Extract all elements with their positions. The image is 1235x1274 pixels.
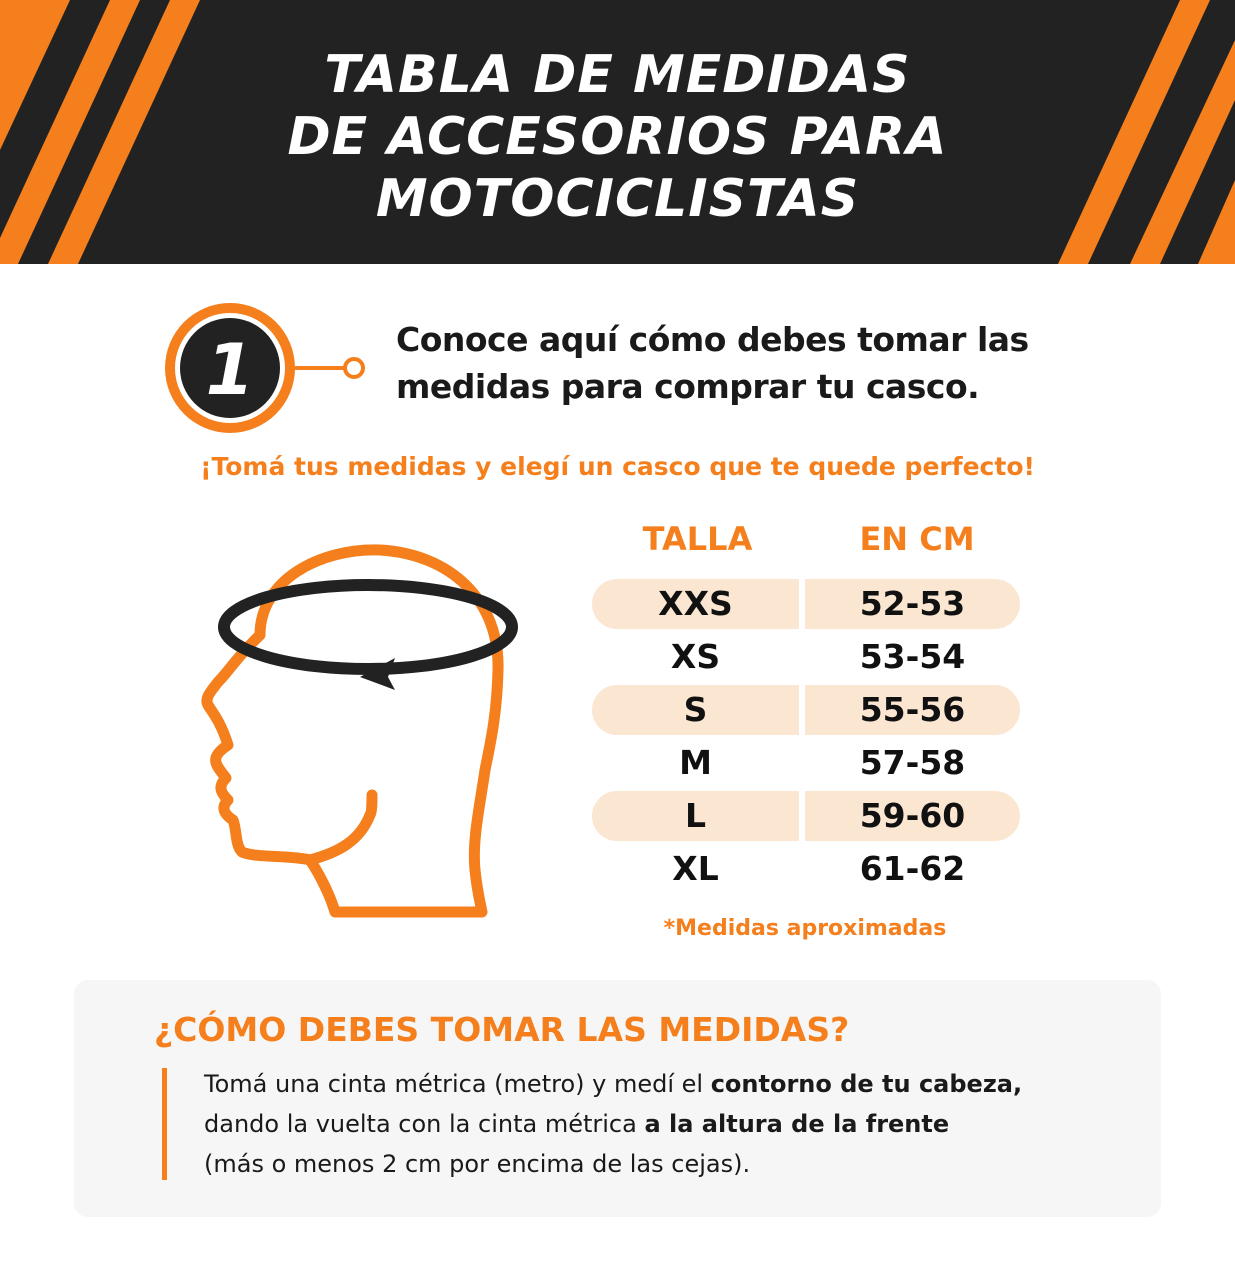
tagline: ¡Tomá tus medidas y elegí un casco que te quede perfecto! xyxy=(200,452,1035,481)
step-number: 1 xyxy=(205,329,255,411)
howto-panel xyxy=(74,980,1161,1217)
cm-cell: 52-53 xyxy=(859,584,966,623)
step-instructions: Conoce aquí cómo debes tomar las medidas para comprar tu casco. xyxy=(396,320,1029,406)
column-header-talla: TALLA xyxy=(642,520,753,558)
table-row xyxy=(592,685,1020,735)
howto-text-1: Tomá una cinta métrica (metro) y medí el xyxy=(204,1070,711,1098)
cm-cell: 59-60 xyxy=(859,796,966,835)
cm-cell: 61-62 xyxy=(859,849,966,888)
howto-text-2: dando la vuelta con la cinta métrica xyxy=(204,1110,645,1138)
cm-cell: 53-54 xyxy=(859,637,966,676)
size-cell: XS xyxy=(670,637,721,676)
cm-cell: 57-58 xyxy=(859,743,966,782)
table-row xyxy=(592,632,1020,682)
table-row xyxy=(592,579,1020,629)
size-cell: XL xyxy=(672,849,719,888)
howto-title: ¿CÓMO DEBES TOMAR LAS MEDIDAS? xyxy=(154,1010,850,1049)
table-row xyxy=(592,844,1020,894)
size-cell: M xyxy=(679,743,712,782)
size-cell: S xyxy=(683,690,708,729)
howto-bold-2: a la altura de la frente xyxy=(644,1110,950,1138)
title-line-3: MOTOCICLISTAS xyxy=(375,169,860,229)
title-line-2: DE ACCESORIOS PARA xyxy=(287,107,948,167)
head-measure-icon xyxy=(200,540,530,920)
approximate-note: *Medidas aproximadas xyxy=(663,916,947,941)
cm-cell: 55-56 xyxy=(859,690,966,729)
howto-bold-1: contorno de tu cabeza, xyxy=(710,1070,1023,1098)
step-number-badge xyxy=(160,298,380,440)
howto-body xyxy=(204,1064,1144,1184)
accent-bar xyxy=(162,1068,167,1180)
howto-text-3: (más o menos 2 cm por encima de las cejas). xyxy=(204,1150,751,1178)
header-banner xyxy=(0,0,1235,264)
page-title xyxy=(0,44,1235,230)
column-header-cm: EN CM xyxy=(859,520,975,558)
table-row xyxy=(592,791,1020,841)
table-row xyxy=(592,738,1020,788)
size-cell: L xyxy=(684,796,707,835)
title-line-1: TABLA DE MEDIDAS xyxy=(324,45,911,105)
size-cell: XXS xyxy=(658,584,733,623)
